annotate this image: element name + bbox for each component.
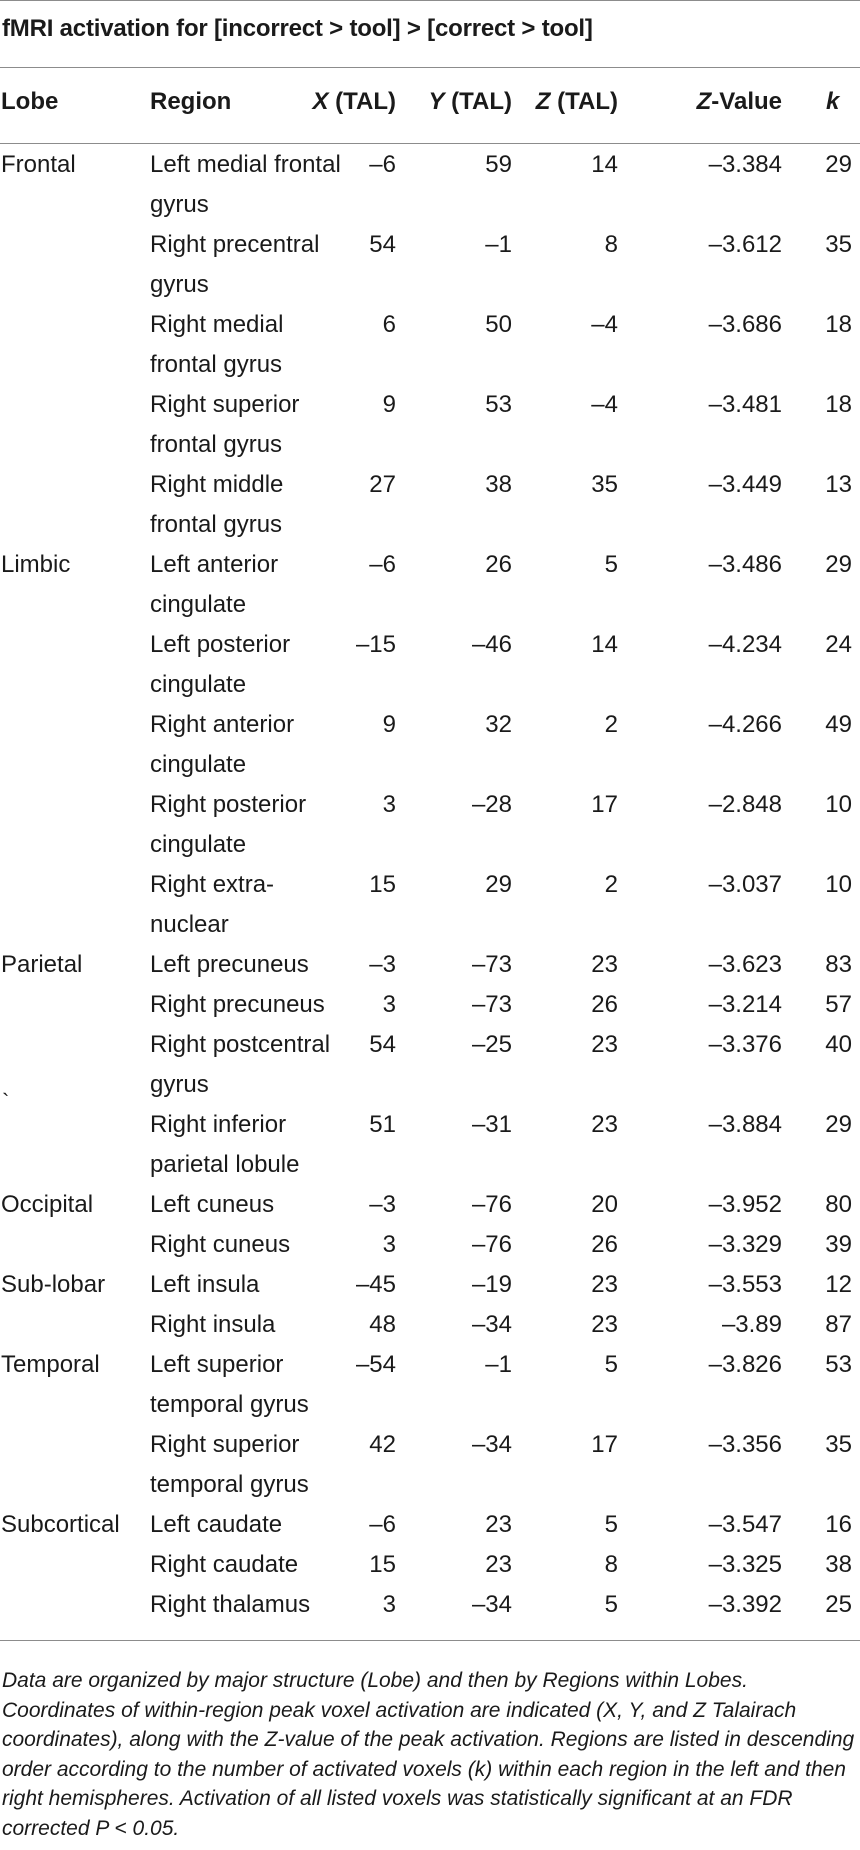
cell-region: Right anterior cingulate xyxy=(150,711,295,778)
table-row xyxy=(0,1265,860,1305)
cell-y: –73 xyxy=(471,991,512,1018)
cell-x: 3 xyxy=(382,791,396,818)
cell-z-value: –3.612 xyxy=(708,231,782,258)
cell-region: Left anterior cingulate xyxy=(150,551,279,618)
cell-k: 13 xyxy=(825,471,852,498)
cell-x: 9 xyxy=(382,711,396,738)
cell-z: 8 xyxy=(604,1551,618,1578)
cell-region: Right precuneus xyxy=(150,991,325,1018)
cell-z: 26 xyxy=(591,1231,618,1258)
table-row xyxy=(0,985,860,1025)
cell-lobe: Sub-lobar xyxy=(1,1271,106,1298)
cell-x: 54 xyxy=(369,231,396,258)
cell-region: Right posterior cingulate xyxy=(150,791,307,858)
cell-z: 23 xyxy=(591,1311,618,1338)
cell-region: Right insula xyxy=(150,1311,276,1338)
cell-z: 20 xyxy=(591,1191,618,1218)
cell-k: 29 xyxy=(825,1111,852,1138)
cell-z: 14 xyxy=(591,631,618,658)
table-row xyxy=(0,1425,860,1505)
cell-z-value: –3.553 xyxy=(708,1271,782,1298)
cell-z: 2 xyxy=(604,711,618,738)
cell-z-value: –3.376 xyxy=(708,1031,782,1058)
cell-y: –34 xyxy=(471,1431,512,1458)
header-z-suffix: (TAL) xyxy=(550,88,618,115)
cell-z: 23 xyxy=(591,1031,618,1058)
cell-k: 38 xyxy=(825,1551,852,1578)
cell-z: 23 xyxy=(591,1271,618,1298)
table-row xyxy=(0,545,860,625)
cell-k: 12 xyxy=(825,1271,852,1298)
cell-z-value: –4.266 xyxy=(708,711,782,738)
header-z-value xyxy=(0,88,782,116)
cell-x: –15 xyxy=(355,631,396,658)
cell-k: 83 xyxy=(825,951,852,978)
cell-z: –4 xyxy=(591,311,618,338)
cell-region: Right superior temporal gyrus xyxy=(150,1431,309,1498)
cell-y: –76 xyxy=(471,1231,512,1258)
table-row xyxy=(0,785,860,865)
cell-k: 25 xyxy=(825,1591,852,1618)
cell-region: Right medial frontal gyrus xyxy=(150,311,284,378)
cell-y: 26 xyxy=(485,551,512,578)
cell-y: –31 xyxy=(471,1111,512,1138)
cell-z: 14 xyxy=(591,151,618,178)
cell-z-value: –3.686 xyxy=(708,311,782,338)
cell-region: Right caudate xyxy=(150,1551,299,1578)
cell-k: 87 xyxy=(825,1311,852,1338)
table-header-row xyxy=(0,68,860,144)
cell-lobe: Limbic xyxy=(1,551,71,578)
cell-z-value: –3.952 xyxy=(708,1191,782,1218)
header-y-letter: Y xyxy=(428,88,445,115)
cell-k: 80 xyxy=(825,1191,852,1218)
cell-z: 8 xyxy=(604,231,618,258)
cell-region: Left insula xyxy=(150,1271,260,1298)
cell-y: –34 xyxy=(471,1311,512,1338)
cell-y: 59 xyxy=(485,151,512,178)
cell-region: Right extra-nuclear xyxy=(150,871,275,938)
cell-z: 2 xyxy=(604,871,618,898)
table-title: fMRI activation for [incorrect > tool] > [correct > tool] xyxy=(2,15,593,42)
cell-z-value: –3.384 xyxy=(708,151,782,178)
cell-z: 5 xyxy=(604,551,618,578)
cell-z-value: –3.481 xyxy=(708,391,782,418)
cell-region: Right inferior parietal lobule xyxy=(150,1111,300,1178)
table-row xyxy=(0,305,860,385)
table-row xyxy=(0,1185,860,1225)
cell-y: –19 xyxy=(471,1271,512,1298)
cell-region: Right middle frontal gyrus xyxy=(150,471,284,538)
cell-region: Left superior temporal gyrus xyxy=(150,1351,309,1418)
cell-y: 38 xyxy=(485,471,512,498)
header-z-letter: Z xyxy=(535,88,551,115)
cell-y: 29 xyxy=(485,871,512,898)
table-row xyxy=(0,1105,860,1185)
cell-region: Left cuneus xyxy=(150,1191,275,1218)
table-row xyxy=(0,1345,860,1425)
header-zval-letter: Z xyxy=(696,88,712,115)
cell-x: 48 xyxy=(369,1311,396,1338)
cell-lobe: Occipital xyxy=(1,1191,94,1218)
table-row xyxy=(0,705,860,785)
cell-k: 53 xyxy=(825,1351,852,1378)
cell-x: –6 xyxy=(369,151,396,178)
cell-x: 51 xyxy=(369,1111,396,1138)
header-region: Region xyxy=(150,88,232,115)
cell-region: Right thalamus xyxy=(150,1591,311,1618)
cell-lobe: Subcortical xyxy=(1,1511,120,1538)
cell-k: 57 xyxy=(825,991,852,1018)
cell-z: 23 xyxy=(591,1111,618,1138)
cell-lobe: Temporal xyxy=(1,1351,100,1378)
header-x-letter: X xyxy=(312,88,329,115)
table-row xyxy=(0,945,860,985)
cell-z-value: –3.325 xyxy=(708,1551,782,1578)
cell-x: –3 xyxy=(369,951,396,978)
header-zval-suffix: -Value xyxy=(711,88,782,115)
cell-z-value: –4.234 xyxy=(708,631,782,658)
header-k-letter: k xyxy=(826,88,840,115)
header-y-suffix: (TAL) xyxy=(444,88,512,115)
cell-z-value: –3.329 xyxy=(708,1231,782,1258)
cell-y: 50 xyxy=(485,311,512,338)
table-row xyxy=(0,145,860,225)
header-lobe: Lobe xyxy=(1,88,59,115)
cell-y: –28 xyxy=(471,791,512,818)
cell-region: Left medial frontal gyrus xyxy=(150,151,341,218)
cell-z: 26 xyxy=(591,991,618,1018)
cell-x: 3 xyxy=(382,1231,396,1258)
cell-z-value: –3.623 xyxy=(708,951,782,978)
cell-z-value: –3.356 xyxy=(708,1431,782,1458)
table-title-row xyxy=(0,0,860,68)
cell-region: Left posterior cingulate xyxy=(150,631,291,698)
cell-z-value: –2.848 xyxy=(708,791,782,818)
cell-x: 3 xyxy=(382,991,396,1018)
cell-x: –6 xyxy=(369,1511,396,1538)
cell-x: –3 xyxy=(369,1191,396,1218)
cell-z-value: –3.884 xyxy=(708,1111,782,1138)
table-row xyxy=(0,1305,860,1345)
cell-k: 49 xyxy=(825,711,852,738)
cell-y: 23 xyxy=(485,1551,512,1578)
cell-y: –34 xyxy=(471,1591,512,1618)
cell-y: –76 xyxy=(471,1191,512,1218)
table-row xyxy=(0,465,860,545)
cell-y: –25 xyxy=(471,1031,512,1058)
cell-x: 27 xyxy=(369,471,396,498)
cell-z: 23 xyxy=(591,951,618,978)
cell-z-value: –3.547 xyxy=(708,1511,782,1538)
table-row xyxy=(0,625,860,705)
table-row xyxy=(0,225,860,305)
cell-x: –54 xyxy=(355,1351,396,1378)
cell-k: 29 xyxy=(825,551,852,578)
cell-k: 10 xyxy=(825,871,852,898)
cell-z: –4 xyxy=(591,391,618,418)
cell-z-value: –3.214 xyxy=(708,991,782,1018)
cell-k: 24 xyxy=(825,631,852,658)
header-x-suffix: (TAL) xyxy=(328,88,396,115)
cell-x: 3 xyxy=(382,1591,396,1618)
cell-y: 32 xyxy=(485,711,512,738)
cell-k: 35 xyxy=(825,1431,852,1458)
cell-y: –1 xyxy=(485,1351,512,1378)
cell-y: –1 xyxy=(485,231,512,258)
cell-z-value: –3.392 xyxy=(708,1591,782,1618)
cell-z-value: –3.449 xyxy=(708,471,782,498)
cell-x: 15 xyxy=(369,871,396,898)
cell-z: 5 xyxy=(604,1591,618,1618)
cell-x: –6 xyxy=(369,551,396,578)
cell-lobe: Parietal xyxy=(1,951,83,978)
cell-z-value: –3.826 xyxy=(708,1351,782,1378)
table-row xyxy=(0,865,860,945)
cell-region: Right postcentral gyrus xyxy=(150,1031,331,1098)
cell-k: 29 xyxy=(825,151,852,178)
cell-lobe: Frontal xyxy=(1,151,76,178)
cell-z: 17 xyxy=(591,791,618,818)
cell-z: 17 xyxy=(591,1431,618,1458)
cell-z: 5 xyxy=(604,1351,618,1378)
table-row xyxy=(0,1505,860,1545)
cell-region: Right cuneus xyxy=(150,1231,291,1258)
cell-y: –46 xyxy=(471,631,512,658)
table-row xyxy=(0,1585,860,1625)
cell-k: 18 xyxy=(825,311,852,338)
cell-k: 16 xyxy=(825,1511,852,1538)
cell-y: 23 xyxy=(485,1511,512,1538)
table-row xyxy=(0,1545,860,1585)
table-row xyxy=(0,385,860,465)
cell-region: Right superior frontal gyrus xyxy=(150,391,300,458)
table-row xyxy=(0,1225,860,1265)
cell-region: Right precentral gyrus xyxy=(150,231,320,298)
cell-z-value: –3.89 xyxy=(721,1311,782,1338)
cell-x: 42 xyxy=(369,1431,396,1458)
cell-x: 9 xyxy=(382,391,396,418)
cell-x: 6 xyxy=(382,311,396,338)
stray-mark: ` xyxy=(2,1089,10,1114)
cell-k: 10 xyxy=(825,791,852,818)
cell-z-value: –3.486 xyxy=(708,551,782,578)
cell-x: 15 xyxy=(369,1551,396,1578)
table-bottom-rule xyxy=(0,1640,860,1641)
cell-k: 40 xyxy=(825,1031,852,1058)
cell-region: Left precuneus xyxy=(150,951,309,978)
cell-z: 5 xyxy=(604,1511,618,1538)
cell-y: 53 xyxy=(485,391,512,418)
cell-region: Left caudate xyxy=(150,1511,283,1538)
cell-z: 35 xyxy=(591,471,618,498)
table-row xyxy=(0,1025,860,1105)
cell-z-value: –3.037 xyxy=(708,871,782,898)
cell-k: 35 xyxy=(825,231,852,258)
cell-k: 18 xyxy=(825,391,852,418)
table-footnote: Data are organized by major structure (Lobe) and then by Regions within Lobes. Coordinates of within-region peak voxel activation are indicated (X, Y, and Z Talairach coordinates), along with the Z-value of the peak activation. Regions are listed in descending order according to the number of activated voxels (k) within each region in the left and then right hemispheres. Activation of all listed voxels was statistically significant at an FDR corrected P < 0.05. xyxy=(2,1669,855,1840)
cell-k: 39 xyxy=(825,1231,852,1258)
cell-x: 54 xyxy=(369,1031,396,1058)
header-k xyxy=(826,88,839,116)
cell-y: –73 xyxy=(471,951,512,978)
cell-x: –45 xyxy=(355,1271,396,1298)
